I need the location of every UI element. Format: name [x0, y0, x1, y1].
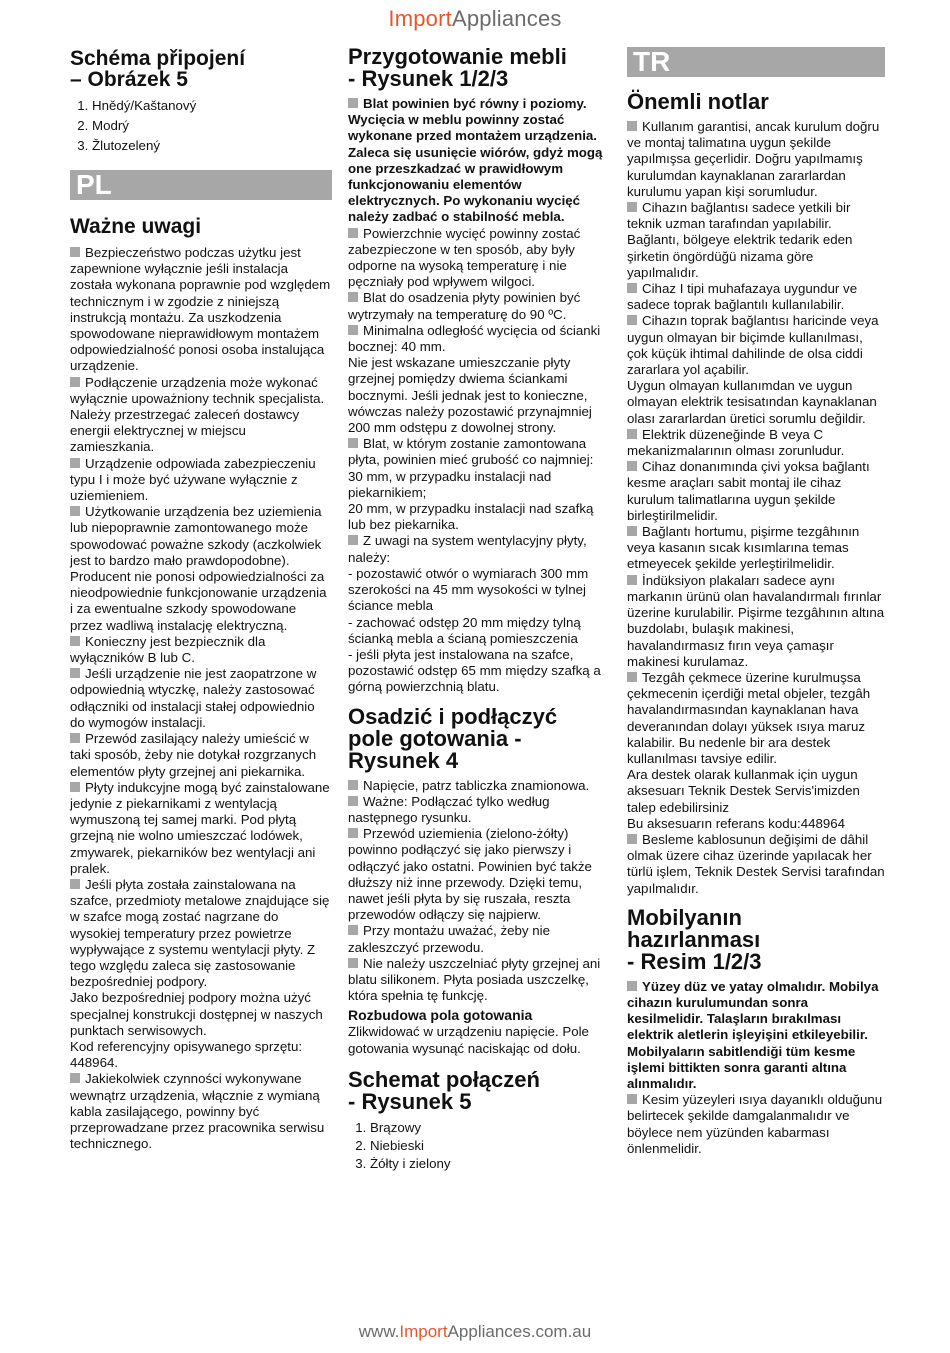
paragraph	[348, 826, 608, 923]
footer-suffix: .com.au	[530, 1322, 592, 1341]
paragraph	[348, 566, 608, 615]
paragraph	[348, 794, 608, 826]
cz-wire-list	[70, 96, 332, 156]
language-bar-tr: TR	[627, 47, 885, 77]
bullet-square-icon	[348, 796, 358, 806]
pl-furniture-heading	[348, 46, 608, 90]
tr-furniture-body	[627, 979, 885, 1157]
paragraph-text: Urządzenie odpowiada zabezpieczeniu typu I i może być używane wyłącznie z uziemieniem.	[70, 455, 316, 504]
paragraph-text: Kesim yüzeyleri ısıya dayanıklı olduğunu belirtecek şekilde damgalanmalıdır ve böylece nem yüzünden kabarması önlenmelidir.	[627, 1092, 883, 1156]
paragraph	[627, 524, 885, 573]
tr-furniture-heading	[627, 904, 885, 974]
paragraph	[348, 323, 608, 355]
bullet-square-icon	[627, 315, 637, 325]
bullet-square-icon	[70, 668, 80, 678]
bullet-square-icon	[627, 1094, 637, 1104]
paragraph-text: Przewód uziemienia (zielono-żółty) powinno podłączyć się jako pierwszy i odłączyć jako ostatni. Powinien być także dłuższy niż inne przewody. Dzięki temu, nawet jeśli płyta by się ruszała, reszta przewodów odłączy się najpierw.	[348, 826, 592, 923]
paragraph-text: Cihaz donanımında çivi yoksa bağlantı kesme araçları sabit montaj ile cihaz kurulum talimatlarına uygun şekilde birleştirilmelidir.	[627, 459, 870, 523]
paragraph-text: Blat powinien być równy i poziomy. Wycięcia w meblu powinny zostać wykonane przed montażem urządzenia. Zaleca się usunięcie wiórów, gdyż mogą one przeszkadzać w prawidłowym funkcjonowaniu elementów elektrycznych. Po wykonaniu wycięć należy zadbać o stabilność mebla.	[348, 96, 603, 225]
paragraph-text: Ara destek olarak kullanmak için uygun aksesuarı Teknik Destek Servis'imizden talep edebilirsiniz	[627, 767, 860, 815]
list-item: 2. Niebieski	[370, 1137, 608, 1155]
paragraph-text: Nie jest wskazane umieszczanie płyty grzejnej pomiędzy dwiema ściankami bocznymi. Jeśli jednak jest to konieczne, wówczas należy pozostawić przynajmniej 200 mm odstępu z dowolnej strony.	[348, 355, 592, 436]
paragraph	[70, 1039, 332, 1071]
paragraph-text: 30 mm, w przypadku instalacji nad piekarnikiem;	[348, 468, 552, 500]
bullet-square-icon	[348, 925, 358, 935]
paragraph-text: Cihazın toprak bağlantısı haricinde veya uygun olmayan bir biçimde kullanılması, çok küçük ihtimal dahilinde de olsa ciddi zararlara yol açabilir.	[627, 313, 879, 378]
paragraph-text: Z uwagi na system wentylacyjny płyty, należy:	[348, 533, 587, 565]
paragraph-text: Nie należy uszczelniać płyty grzejnej ani blatu silikonem. Płyta posiada uszczelkę, która spełnia tę funkcję.	[348, 955, 601, 1004]
paragraph-text: Przewód zasilający należy umieścić w taki sposób, żeby nie dotykał rozgrzanych elementów płyty grzejnej ani piekarnika.	[70, 731, 317, 779]
paragraph-text: Napięcie, patrz tabliczka znamionowa.	[363, 777, 590, 793]
bullet-square-icon	[70, 1073, 80, 1083]
paragraph-text: İndüksiyon plakaları sadece aynı markanın ürünü olan havalandırmalı fırınlar üzerine kurulabilir. Pişirme tezgâhının altına buzdolabı, bulaşık makinesi, havalandırmasız fırın veya çamaşır makinesi kurulamaz.	[627, 572, 885, 669]
bullet-square-icon	[627, 575, 637, 585]
bullet-square-icon	[70, 636, 80, 646]
bullet-square-icon	[70, 879, 80, 889]
cz-schema-heading	[70, 48, 332, 90]
wiring-heading-line1: Schemat połączeń	[348, 1066, 540, 1092]
install-heading-line2: pole gotowania -	[348, 725, 522, 751]
paragraph-text: Przy montażu uważać, żeby nie zakleszczyć przewodu.	[348, 923, 550, 955]
pl-important-notes-heading: Ważne uwagi	[70, 215, 202, 238]
bullet-square-icon	[70, 782, 80, 792]
paragraph	[627, 281, 885, 313]
bullet-square-icon	[348, 228, 358, 238]
pl-removal-subheading: Rozbudowa pola gotowania	[348, 1007, 533, 1024]
paragraph-text: Użytkowanie urządzenia bez uziemienia lub niepoprawnie zamontowanego może spowodować poważne szkody (aczkolwiek jest to bardzo mało prawdopodobne). Producent nie ponosi odpowiedzialności za nieodpowiednie funkcjonowanie urządzenia i za ewentualne szkody spowodowane przez wadliwą instalację elektryczną.	[70, 504, 327, 633]
brand-import-text: Import	[388, 6, 452, 31]
bullet-square-icon	[70, 247, 80, 257]
paragraph-text: Minimalna odległość wycięcia od ścianki bocznej: 40 mm.	[348, 322, 601, 355]
paragraph-text: Płyty indukcyjne mogą być zainstalowane jedynie z piekarnikami z wentylacją wymuszoną tej samej marki. Pod płytą grzejną nie wolno umieszczać lodówek, zmywarek, piekarników bez wentylacji ani pralek.	[70, 779, 330, 876]
column-left	[70, 44, 332, 1152]
paragraph	[627, 459, 885, 524]
bullet-square-icon	[627, 981, 637, 991]
paragraph-text: Cihaz I tipi muhafazaya uygundur ve sadece toprak bağlantılı kullanılabilir.	[627, 281, 858, 313]
paragraph	[627, 767, 885, 816]
paragraph	[627, 670, 885, 767]
install-heading-line1: Osadzić i podłączyć	[348, 703, 558, 729]
list-item: 1. Hnědý/Kaštanový	[92, 96, 332, 116]
paragraph	[627, 573, 885, 670]
brand-header	[0, 6, 950, 32]
cz-heading-line2: – Obrázek 5	[70, 68, 188, 91]
footer-appliances-text: Appliances	[447, 1322, 531, 1341]
paragraph	[627, 200, 885, 281]
paragraph	[627, 832, 885, 897]
paragraph	[70, 456, 332, 505]
cz-heading-line1: Schéma připojení	[70, 47, 246, 70]
paragraph	[348, 226, 608, 291]
paragraph-text: Bu aksesuarın referans kodu:448964	[627, 815, 846, 831]
tr-furniture-heading-line1: Mobilyanın	[627, 904, 742, 930]
bullet-square-icon	[627, 121, 637, 131]
pl-furniture-body	[348, 96, 608, 696]
bullet-square-icon	[627, 526, 637, 536]
bullet-square-icon	[348, 438, 358, 448]
paragraph-text: Blat, w którym zostanie zamontowana płyta, powinien mieć grubość co najmniej:	[348, 436, 594, 468]
paragraph-text: Besleme kablosunun değişimi de dâhil olmak üzere cihaz üzerinde yapılacak her türlü işlem, Teknik Destek Servisi tarafından yapılmalıdır.	[627, 831, 885, 896]
list-item: 1. Brązowy	[370, 1119, 608, 1137]
paragraph-text: Jakiekolwiek czynności wykonywane wewnątrz urządzenia, włącznie z wymianą kabla zasilającego, powinny być przeprowadzane przez pracownika serwisu technicznego.	[70, 1071, 325, 1152]
paragraph-text: Cihazın bağlantısı sadece yetkili bir teknik uzman tarafından yapılabilir. Bağlantı, bölgeye elektrik tedarik eden şirketin öngördüğü nizama göre yapılmalıdır.	[627, 200, 853, 280]
bullet-square-icon	[627, 202, 637, 212]
bullet-square-icon	[627, 429, 637, 439]
bullet-square-icon	[348, 292, 358, 302]
paragraph	[348, 96, 608, 226]
paragraph-text: - jeśli płyta jest instalowana na szafce, pozostawić odstęp 65 mm między szafką a górną powierzchnią blatu.	[348, 646, 601, 695]
paragraph-text: Kod referencyjny opisywanego sprzętu: 448964.	[70, 1038, 303, 1071]
paragraph-text: Jeśli płyta została zainstalowana na szafce, przedmioty metalowe znajdujące się w szafce mogą zostać nagrzane do wysokiej temperatury przez powietrze wypływające z systemu wentylacji płyty. Z tego względu zaleca się zastosowanie bezpośredniej podpory.	[70, 876, 330, 990]
pl-notes-body	[70, 245, 332, 1152]
pl-wire-list	[348, 1119, 608, 1173]
paragraph	[348, 355, 608, 436]
bullet-square-icon	[627, 461, 637, 471]
paragraph	[348, 778, 608, 794]
paragraph-text: Uygun olmayan kullanımdan ve uygun olmayan elektrik tesisatından kaynaklanan olası zararlardan üretici sorumlu değildir.	[627, 378, 877, 426]
pl-install-body	[348, 778, 608, 1005]
language-bar-pl: PL	[70, 170, 332, 200]
paragraph	[70, 245, 332, 375]
paragraph	[627, 119, 885, 200]
footer-prefix: www.	[358, 1322, 400, 1341]
bullet-square-icon	[70, 733, 80, 743]
column-middle	[348, 44, 608, 1179]
paragraph	[627, 378, 885, 427]
paragraph	[70, 1071, 332, 1152]
wiring-heading-line2: - Rysunek 5	[348, 1088, 472, 1114]
bullet-square-icon	[627, 834, 637, 844]
brand-footer	[0, 1322, 950, 1342]
column-right	[627, 44, 885, 1157]
paragraph-text: Konieczny jest bezpiecznik dla wyłączników B lub C.	[70, 633, 266, 666]
paragraph	[348, 436, 608, 468]
install-heading-line3: Rysunek 4	[348, 747, 459, 773]
paragraph	[627, 313, 885, 378]
paragraph	[627, 816, 885, 832]
paragraph-text: Kullanım garantisi, ancak kurulum doğru ve montaj talimatına uygun şekilde yapılmışsa geçerlidir. Doğru yapılmamış kurulumdan kaynaklanan zararlardan kurulumu yapan kişi sorumludur.	[627, 119, 880, 199]
bullet-square-icon	[70, 506, 80, 516]
pl-install-heading	[348, 703, 608, 773]
bullet-square-icon	[348, 325, 358, 335]
paragraph-text: Jako bezpośredniej podpory można użyć specjalnej konstrukcji dostępnej w naszych punktach serwisowych.	[70, 990, 323, 1038]
paragraph-text: Powierzchnie wycięć powinny zostać zabezpieczone w ten sposób, aby były odporne na wysoką temperaturę i nie pęczniały pod wpływem wilgoci.	[348, 225, 581, 290]
brand-appliances-text: Appliances	[451, 6, 562, 31]
paragraph	[348, 615, 608, 647]
paragraph-text: 20 mm, w przypadku instalacji nad szafką lub bez piekarnika.	[348, 501, 594, 533]
tr-furniture-heading-line3: - Resim 1/2/3	[627, 948, 762, 974]
tr-important-notes-heading: Önemli notlar	[627, 89, 769, 114]
paragraph	[70, 731, 332, 780]
tr-furniture-heading-line2: hazırlanması	[627, 926, 761, 952]
furniture-heading-line2: - Rysunek 1/2/3	[348, 66, 509, 91]
furniture-heading-line1: Przygotowanie mebli	[348, 44, 567, 69]
list-item: 2. Modrý	[92, 116, 332, 136]
paragraph-text: Bağlantı hortumu, pişirme tezgâhının veya kasanın sıcak kısımlarına temas etmeyecek şekilde yerleştirilmelidir.	[627, 524, 860, 572]
bullet-square-icon	[348, 535, 358, 545]
paragraph-text: Blat do osadzenia płyty powinien być wytrzymały na temperaturę do 90 ºC.	[348, 290, 581, 322]
pl-wiring-heading	[348, 1066, 608, 1114]
pl-removal-text: Zlikwidować w urządzeniu napięcie. Pole gotowania wysunąć naciskając od dołu.	[348, 1024, 589, 1056]
paragraph	[348, 647, 608, 696]
footer-import-text: Import	[399, 1322, 448, 1341]
paragraph	[348, 290, 608, 322]
paragraph	[627, 427, 885, 459]
list-item: 3. Žlutozelený	[92, 136, 332, 156]
paragraph	[70, 780, 332, 877]
paragraph	[70, 504, 332, 634]
paragraph	[348, 956, 608, 1005]
paragraph-text: Elektrik düzeneğinde B veya C mekanizmalarının olması zorunludur.	[627, 426, 845, 459]
paragraph	[70, 375, 332, 456]
paragraph-text: Tezgâh çekmece üzerine kurulmuşsa çekmecenin içerdiği metal objeler, tezgâh havalandırmasından kaynaklanan hava deveranından dolayı yüksek ısıya maruz kalabilir. Bu nedenle bir ara destek kullanılması tavsiye edilir.	[627, 669, 871, 766]
paragraph-text: Podłączenie urządzenia może wykonać wyłącznie upoważniony technik specjalista. Należy przestrzegać zaleceń dostawcy energii elektrycznej w miejscu zamieszkania.	[70, 374, 325, 455]
paragraph-text: Jeśli urządzenie nie jest zaopatrzone w odpowiednią wtyczkę, należy zastosować odłączniki od instalacji stałej odpowiednio do wymogów instalacji.	[70, 666, 317, 730]
list-item: 3. Żółty i zielony	[370, 1155, 608, 1173]
paragraph-text: - pozostawić otwór o wymiarach 300 mm szerokości na 45 mm wysokości w tylnej ściance mebla	[348, 565, 589, 614]
paragraph	[348, 501, 608, 533]
paragraph-text: Yüzey düz ve yatay olmalıdır. Mobilya cihazın kurulumundan sonra kesilmelidir. Talaşların bırakılması elektrik aletlerin işleyişini etkileyebilir. Mobilyaların sabitlendiği tüm kesme işlemi bittikten sonra garanti altına alınmalıdır.	[627, 978, 879, 1091]
paragraph	[70, 877, 332, 990]
paragraph-text: Bezpieczeństwo podczas użytku jest zapewnione wyłącznie jeśli instalacja została wykonana poprawnie pod względem technicznym i w zgodzie z niniejszą instrukcją montażu. Za uszkodzenia spowodowane nieprawidłowym montażem odpowiedzialność ponosi osoba instalująca urządzenie.	[70, 245, 331, 374]
paragraph	[70, 634, 332, 666]
bullet-square-icon	[348, 780, 358, 790]
tr-notes-body	[627, 119, 885, 897]
paragraph	[70, 990, 332, 1039]
bullet-square-icon	[348, 828, 358, 838]
paragraph	[627, 979, 885, 1092]
bullet-square-icon	[348, 98, 358, 108]
bullet-square-icon	[70, 377, 80, 387]
paragraph-text: - zachować odstęp 20 mm między tylną ścianką mebla a ścianą pomieszczenia	[348, 614, 581, 646]
paragraph-text: Ważne: Podłączać tylko według następnego rysunku.	[348, 793, 550, 825]
bullet-square-icon	[627, 283, 637, 293]
paragraph	[70, 666, 332, 731]
paragraph	[627, 1092, 885, 1157]
bullet-square-icon	[348, 958, 358, 968]
bullet-square-icon	[70, 458, 80, 468]
paragraph	[348, 469, 608, 501]
bullet-square-icon	[627, 672, 637, 682]
paragraph	[348, 533, 608, 565]
paragraph	[348, 923, 608, 955]
